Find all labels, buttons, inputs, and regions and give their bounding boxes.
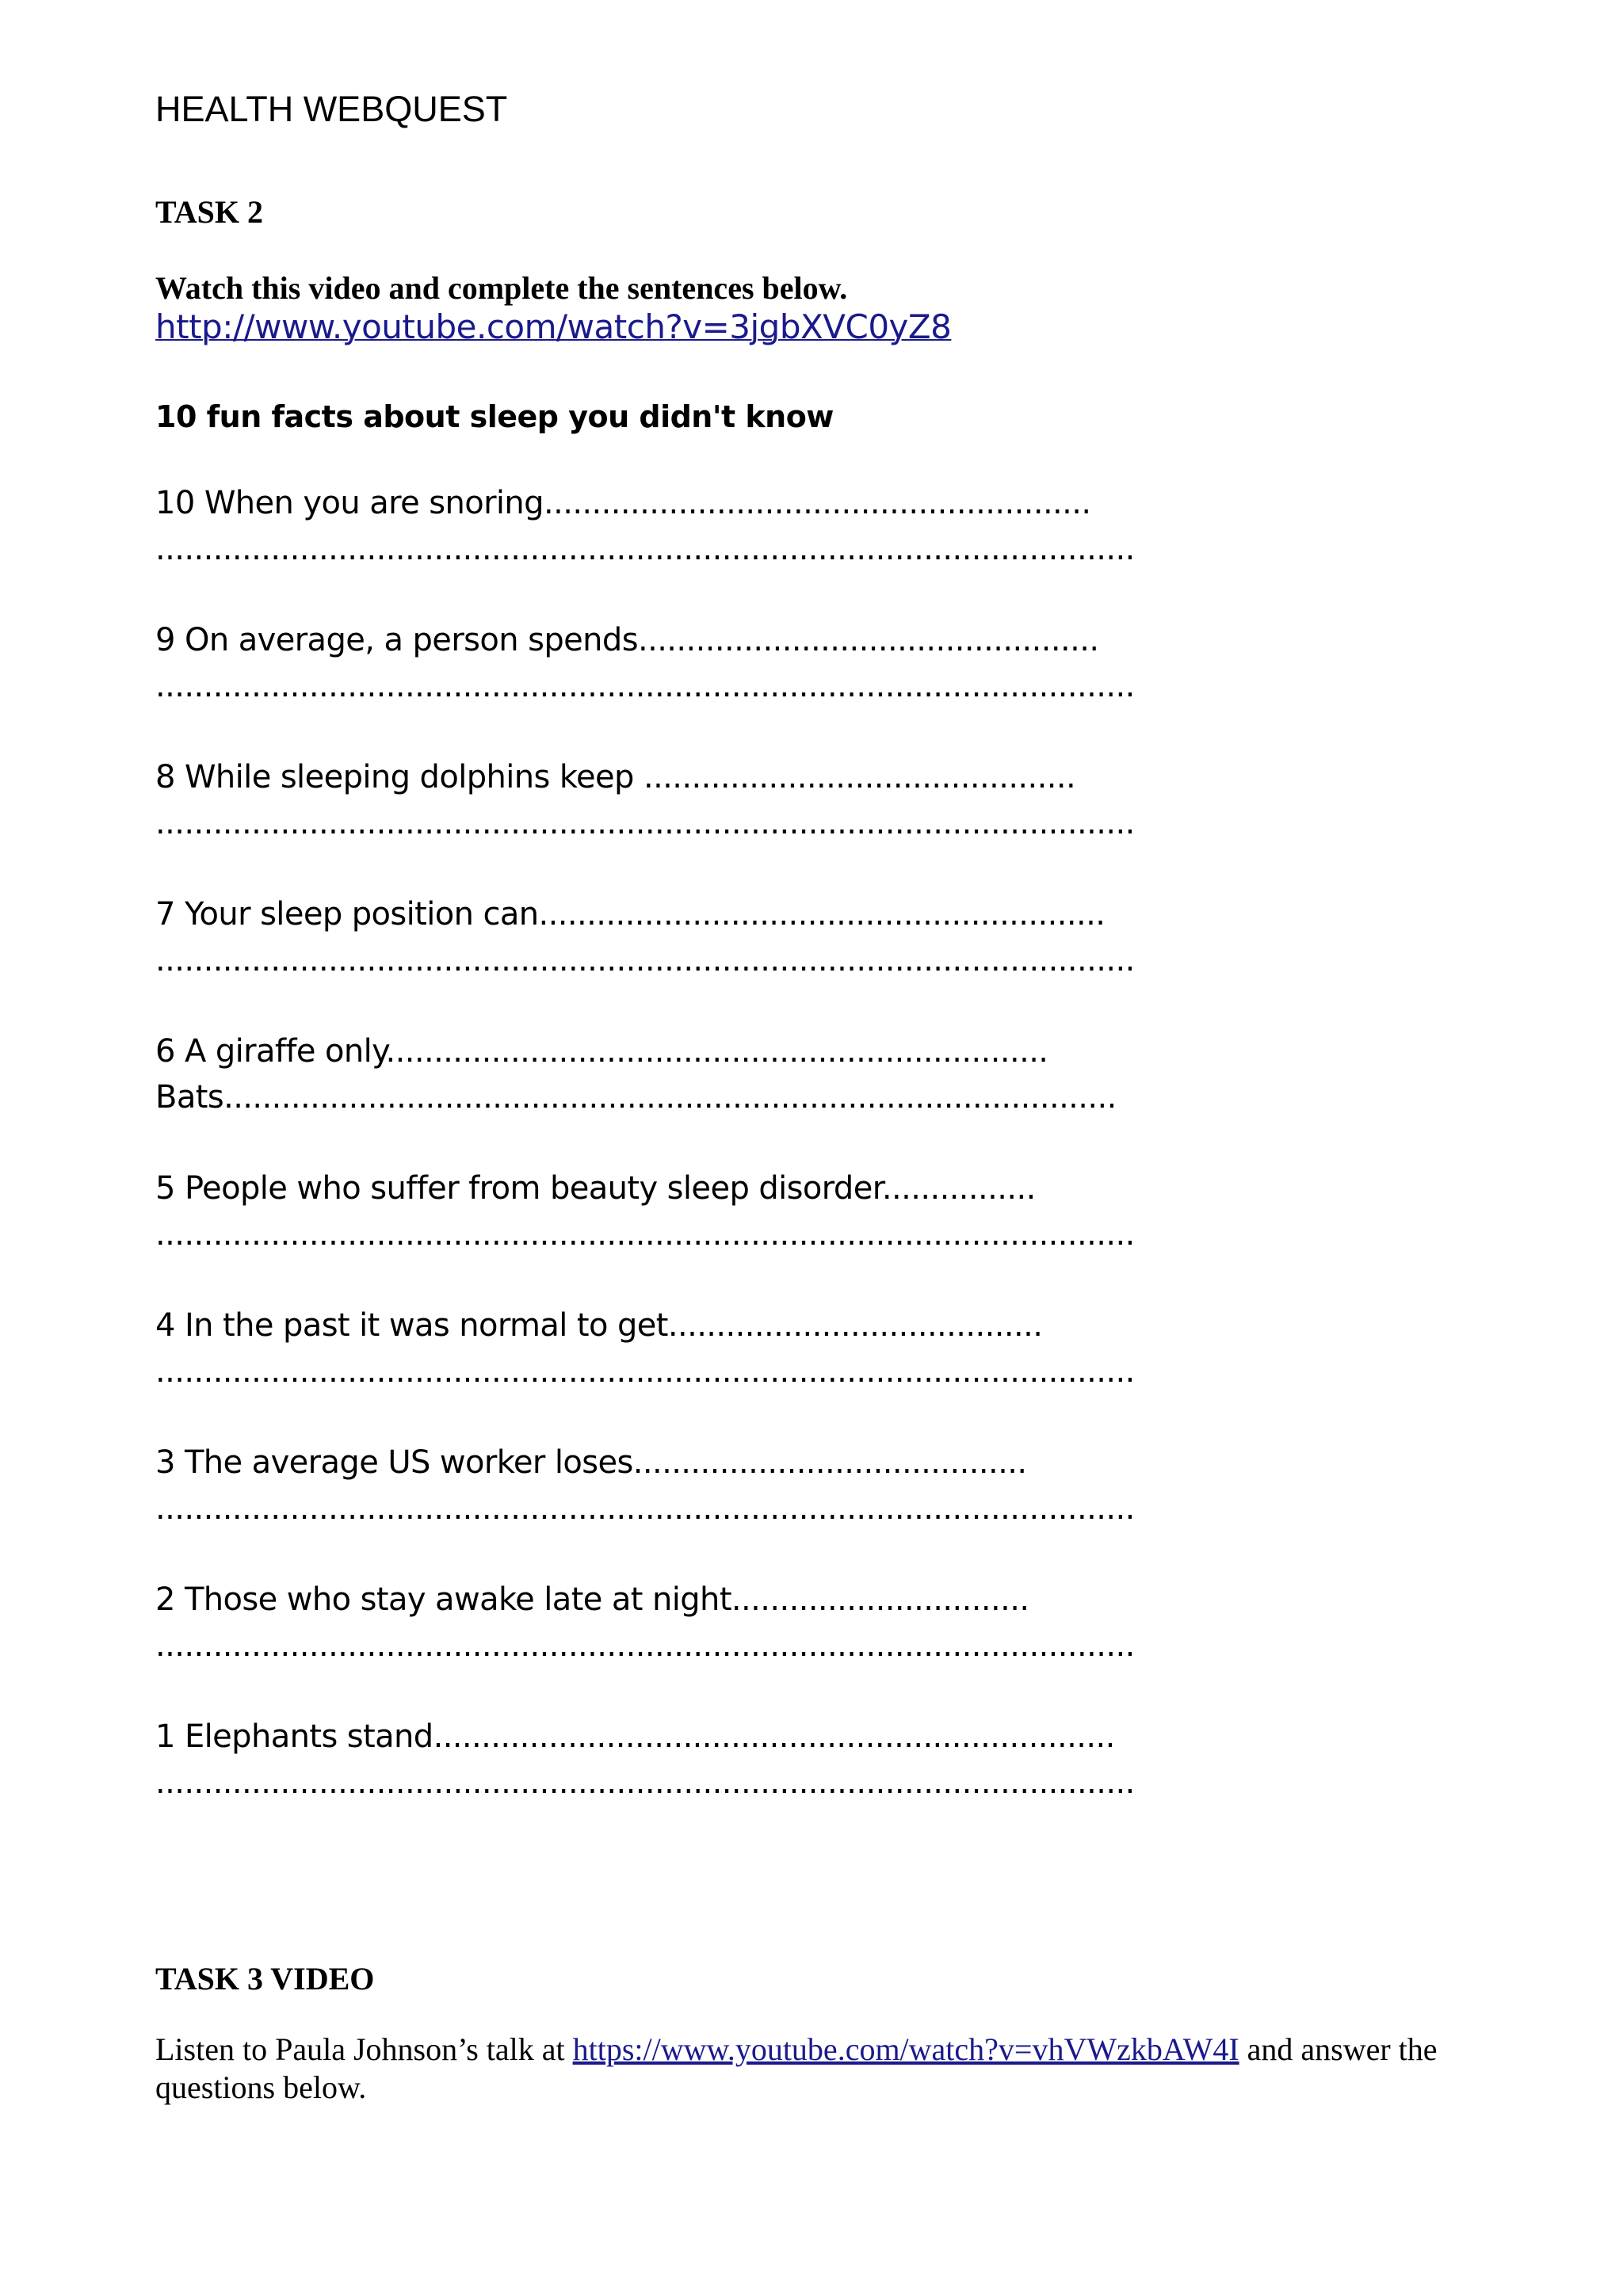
task3-heading: TASK 3 VIDEO: [155, 1961, 375, 1997]
fact-item-8: [155, 759, 1135, 896]
task3-instruction: [155, 2031, 1503, 2107]
fact-answer-line: ......................................................................................................: [155, 805, 1135, 841]
fact-answer-line: ......................................................................................................: [155, 1490, 1135, 1527]
fact-item-9: [155, 622, 1135, 759]
fact-item-5: [155, 1170, 1135, 1307]
page-title: HEALTH WEBQUEST: [155, 89, 508, 129]
fact-item-3: [155, 1444, 1135, 1581]
task3-video-link[interactable]: https://www.youtube.com/watch?v=vhVWzkbAW4I: [572, 2031, 1239, 2067]
fact-item-1: [155, 1718, 1135, 1855]
fact-answer-line: ......................................................................................................: [155, 1353, 1135, 1390]
fact-prompt: 8 While sleeping dolphins keep .............................................: [155, 759, 1076, 795]
fact-prompt: 9 On average, a person spends................................................: [155, 622, 1099, 658]
fact-answer-line: ......................................................................................................: [155, 942, 1135, 978]
task2-heading: TASK 2: [155, 194, 263, 230]
task3-text-after: and answer the questions below.: [155, 2031, 1438, 2105]
task2-instruction: Watch this video and complete the sentences below.: [155, 270, 848, 306]
fact-answer-line: Bats.............................................................................................: [155, 1079, 1117, 1116]
fact-item-7: [155, 896, 1135, 1033]
task2-video-link[interactable]: http://www.youtube.com/watch?v=3jgbXVC0yZ8: [155, 307, 952, 346]
video-title: 10 fun facts about sleep you didn't know: [155, 399, 834, 434]
fact-prompt: 6 A giraffe only.....................................................................: [155, 1033, 1048, 1070]
fact-item-6: [155, 1033, 1117, 1170]
fact-answer-line: ......................................................................................................: [155, 668, 1135, 704]
fact-prompt: 7 Your sleep position can...........................................................: [155, 896, 1106, 933]
fact-prompt: 5 People who suffer from beauty sleep disorder................: [155, 1170, 1036, 1207]
fact-item-4: [155, 1307, 1135, 1444]
fact-item-2: [155, 1581, 1135, 1718]
fact-prompt: 1 Elephants stand.......................................................................: [155, 1718, 1115, 1755]
fact-prompt: 10 When you are snoring.........................................................: [155, 485, 1091, 521]
fact-prompt: 4 In the past it was normal to get.......................................: [155, 1307, 1043, 1344]
fact-answer-line: ......................................................................................................: [155, 1216, 1135, 1253]
fact-item-10: [155, 485, 1135, 622]
task3-text-before: Listen to Paula Johnson’s talk at: [155, 2031, 573, 2067]
fact-answer-line: ......................................................................................................: [155, 1627, 1135, 1664]
fact-answer-line: ......................................................................................................: [155, 531, 1135, 567]
fact-answer-line: ......................................................................................................: [155, 1764, 1135, 1801]
fact-prompt: 2 Those who stay awake late at night...............................: [155, 1581, 1029, 1618]
fact-list: [155, 485, 1135, 1855]
fact-prompt: 3 The average US worker loses.........................................: [155, 1444, 1027, 1481]
